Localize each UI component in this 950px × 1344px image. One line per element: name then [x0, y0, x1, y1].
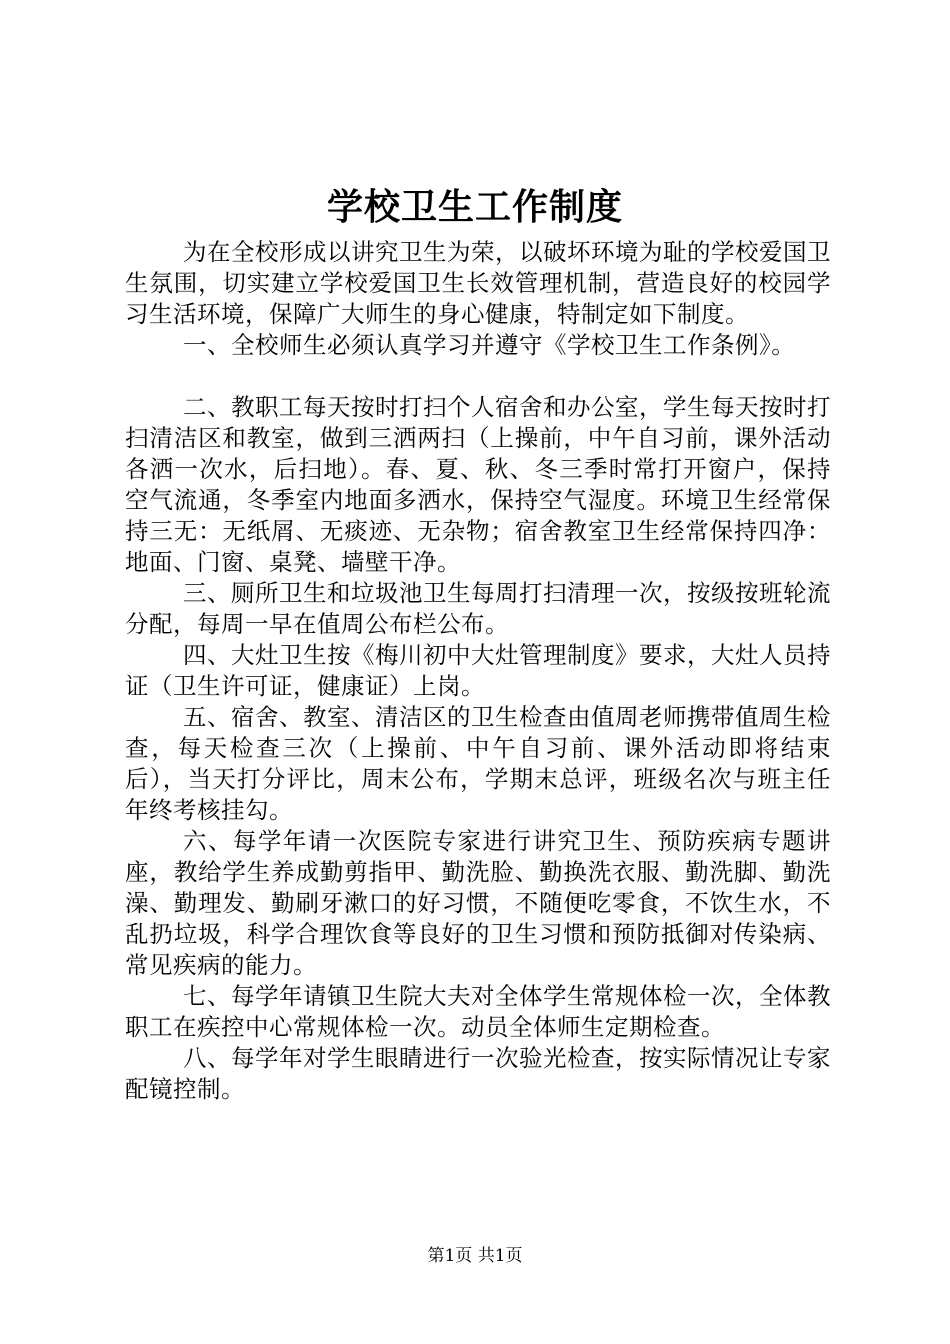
rule-paragraph-5: 五、宿舍、教室、清洁区的卫生检查由值周老师携带值周生检查，每天检查三次（上操前、中午自习前、课外活动即将结束后），当天打分评比，周末公布，学期末总评，班级名次与班主任年终考核挂勾。 [125, 703, 831, 824]
rule-paragraph-2: 二、教职工每天按时打扫个人宿舍和办公室，学生每天按时打扫清洁区和教室，做到三洒两扫（上操前，中午自习前，课外活动各洒一次水，后扫地）。春、夏、秋、冬三季时常打开窗户，保持空气流通，冬季室内地面多洒水，保持空气湿度。环境卫生经常保持三无：无纸屑、无痰迹、无杂物；宿舍教室卫生经常保持四净：地面、门窗、桌凳、墙壁干净。 [125, 393, 831, 576]
rule-paragraph-1: 一、全校师生必须认真学习并遵守《学校卫生工作条例》。 [183, 331, 796, 359]
rule-paragraph-6: 六、每学年请一次医院专家进行讲究卫生、预防疾病专题讲座，教给学生养成勤剪指甲、勤洗脸、勤换洗衣服、勤洗脚、勤洗澡、勤理发、勤刷牙漱口的好习惯，不随便吃零食，不饮生水，不乱扔垃圾，科学合理饮食等良好的卫生习惯和预防抵御对传染病、常见疾病的能力。 [125, 827, 831, 979]
rule-paragraph-7: 七、每学年请镇卫生院大夫对全体学生常规体检一次，全体教职工在疾控中心常规体检一次。动员全体师生定期检查。 [125, 982, 831, 1041]
rule-paragraph-4: 四、大灶卫生按《梅川初中大灶管理制度》要求，大灶人员持证（卫生许可证，健康证）上岗。 [125, 641, 831, 700]
document-title: 学校卫生工作制度 [326, 186, 623, 228]
rule-paragraph-8: 八、每学年对学生眼睛进行一次验光检查，按实际情况让专家配镜控制。 [125, 1044, 831, 1103]
document-body [125, 237, 831, 1105]
intro-paragraph: 为在全校形成以讲究卫生为荣，以破坏环境为耻的学校爱国卫生氛围，切实建立学校爱国卫生长效管理机制，营造良好的校园学习生活环境，保障广大师生的身心健康，特制定如下制度。 [125, 238, 831, 328]
rule-paragraph-3: 三、厕所卫生和垃圾池卫生每周打扫清理一次，按级按班轮流分配，每周一早在值周公布栏公布。 [125, 579, 831, 638]
page-footer: 第1页 共1页 [427, 1246, 523, 1266]
